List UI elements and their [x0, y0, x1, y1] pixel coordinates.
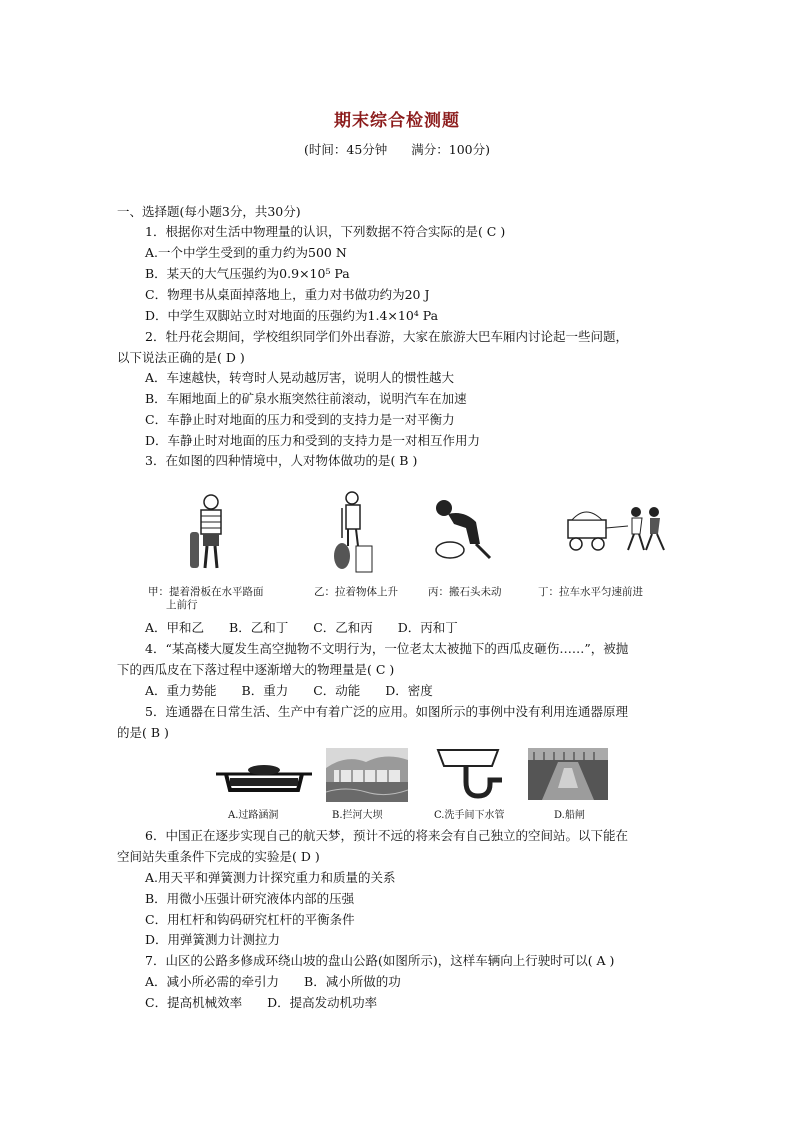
section-heading: 一、选择题(每小题3分，共30分) — [117, 204, 301, 219]
q5-caption-c: C.洗手间下水管 — [434, 810, 505, 821]
q1-option-c: C．物理书从桌面掉落地上，重力对书做功约为20 J — [145, 287, 430, 302]
q5-figure-ship-lock — [528, 748, 608, 800]
q2-option-d: D．车静止时对地面的压力和受到的支持力是一对相互作用力 — [145, 433, 481, 448]
q6-option-d: D．用弹簧测力计测拉力 — [145, 932, 281, 947]
q7-options-cd: C．提高机械效率 D．提高发动机功率 — [145, 995, 378, 1010]
q3-figure-moving-stone — [430, 494, 496, 562]
q3-figure-boy-skateboard — [186, 492, 236, 574]
q4-stem: 4．“某高楼大厦发生高空抛物不文明行为，一位老太太被抛下的西瓜皮砸伤……”，被抛 — [145, 641, 629, 656]
q2-stem-cont: 以下说法正确的是( D ) — [117, 350, 245, 365]
q5-caption-b: B.拦河大坝 — [332, 810, 383, 821]
q6-stem: 6．中国正在逐步实现自己的航天梦，预计不远的将来会有自己独立的空间站。以下能在 — [145, 828, 628, 843]
q3-caption-yi: 乙：拉着物体上升 — [314, 586, 398, 598]
q3-figure-pulling-cart — [566, 500, 670, 554]
page-title: 期末综合检测题 — [334, 111, 460, 131]
q5-caption-a: A.过路涵洞 — [228, 810, 279, 821]
q7-stem: 7．山区的公路多修成环绕山坡的盘山公路(如图所示)，这样车辆向上行驶时可以( A ) — [145, 953, 615, 968]
q7-options-ab: A．减小所必需的牵引力 B．减小所做的功 — [145, 974, 401, 989]
q2-option-b: B．车厢地面上的矿泉水瓶突然往前滚动，说明汽车在加速 — [145, 391, 467, 406]
q5-figure-culvert — [216, 760, 312, 796]
q1-option-b: B．某天的大气压强约为0.9×10⁵ Pa — [145, 266, 350, 281]
q1-stem: 1．根据你对生活中物理量的认识，下列数据不符合实际的是( C ) — [145, 224, 506, 239]
q4-stem-cont: 下的西瓜皮在下落过程中逐渐增大的物理量是( C ) — [117, 662, 395, 677]
q6-stem-cont: 空间站失重条件下完成的实验是( D ) — [117, 849, 320, 864]
q3-stem: 3．在如图的四种情境中，人对物体做功的是( B ) — [145, 453, 418, 468]
q5-figure-drain-pipe — [436, 746, 506, 802]
exam-info — [0, 140, 794, 158]
q2-option-c: C．车静止时对地面的压力和受到的支持力是一对平衡力 — [145, 412, 455, 427]
time-limit: (时间：45分钟 — [303, 142, 388, 157]
q6-option-a: A.用天平和弹簧测力计探究重力和质量的关系 — [145, 870, 396, 885]
q4-options: A．重力势能 B．重力 C．动能 D．密度 — [145, 683, 433, 698]
q6-option-b: B．用微小压强计研究液体内部的压强 — [145, 891, 355, 906]
q3-caption-jia-cont: 上前行 — [166, 599, 198, 611]
q5-caption-d: D.船闸 — [554, 810, 585, 821]
q5-figure-dam — [326, 748, 408, 802]
q6-option-c: C．用杠杆和钩码研究杠杆的平衡条件 — [145, 912, 355, 927]
q2-stem: 2．牡丹花会期间，学校组织同学们外出春游，大家在旅游大巴车厢内讨论起一些问题， — [145, 329, 628, 344]
q3-figure-pulling-up — [326, 490, 376, 574]
q3-options: A．甲和乙 B．乙和丁 C．乙和丙 D．丙和丁 — [145, 620, 458, 635]
q1-option-d: D．中学生双脚站立时对地面的压强约为1.4×10⁴ Pa — [145, 308, 439, 323]
q5-stem: 5．连通器在日常生活、生产中有着广泛的应用。如图所示的事例中没有利用连通器原理 — [145, 704, 628, 719]
q5-stem-cont: 的是( B ) — [117, 725, 169, 740]
q1-option-a: A.一个中学生受到的重力约为500 N — [145, 245, 347, 260]
q3-caption-ding: 丁：拉车水平匀速前进 — [538, 586, 643, 598]
q2-option-a: A．车速越快，转弯时人晃动越厉害，说明人的惯性越大 — [145, 370, 455, 385]
q3-caption-jia: 甲：提着滑板在水平路面 — [148, 586, 264, 598]
full-score: 满分：100分) — [411, 142, 491, 157]
q3-caption-bing: 丙：搬石头未动 — [428, 586, 502, 598]
